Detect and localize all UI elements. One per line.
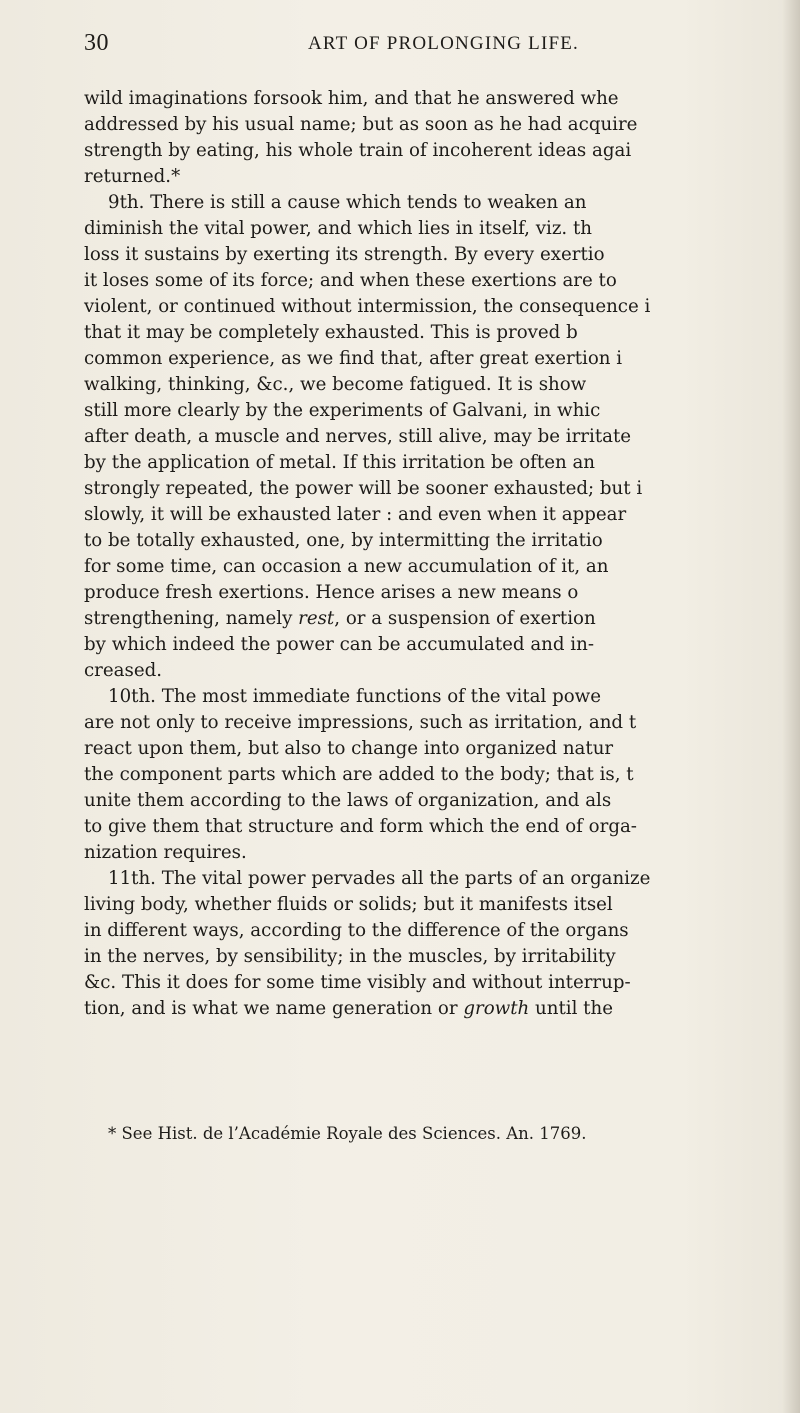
text-run: until the bbox=[529, 998, 613, 1019]
text-line: after death, a muscle and nerves, still alive, may be irritate bbox=[84, 426, 632, 447]
text-line: in the nerves, by sensibility; in the muscles, by irritability bbox=[84, 946, 616, 967]
text-line: by the application of metal. If this irritation be often an bbox=[84, 452, 596, 473]
running-head: ART OF PROLONGING LIFE. bbox=[308, 33, 580, 54]
text-run: strengthening, namely bbox=[84, 608, 299, 629]
text-line: slowly, it will be exhausted later : and even when it appear bbox=[84, 504, 627, 525]
footnote: * See Hist. de l’Académie Royale des Sciences. An. 1769. bbox=[108, 1124, 587, 1143]
text-line: that it may be completely exhausted. This is proved b bbox=[84, 322, 578, 343]
emphasis-growth: growth bbox=[463, 998, 530, 1019]
text-line: unite them according to the laws of organization, and als bbox=[84, 790, 612, 811]
text-line: in different ways, according to the difference of the organs bbox=[84, 920, 629, 941]
paragraph-start-10th: 10th. The most immediate functions of the vital powe bbox=[108, 686, 602, 707]
text-line-with-emphasis bbox=[84, 996, 613, 1022]
text-line: diminish the vital power, and which lies in itself, viz. th bbox=[84, 218, 592, 239]
text-line: &c. This it does for some time visibly and without interrup- bbox=[84, 972, 631, 993]
page-number: 30 bbox=[84, 30, 109, 56]
text-line: violent, or continued without intermission, the consequence i bbox=[84, 296, 651, 317]
text-line-with-emphasis bbox=[84, 606, 596, 632]
text-run: tion, and is what we name generation or bbox=[84, 998, 464, 1019]
text-line: loss it sustains by exerting its strength. By every exertio bbox=[84, 244, 605, 265]
text-line: produce fresh exertions. Hence arises a new means o bbox=[84, 582, 579, 603]
text-line: nization requires. bbox=[84, 842, 247, 863]
text-line: it loses some of its force; and when these exertions are to bbox=[84, 270, 617, 291]
page-header bbox=[84, 30, 764, 60]
emphasis-rest: rest bbox=[298, 608, 335, 629]
text-run: , or a suspension of exertion bbox=[334, 608, 596, 629]
text-line: react upon them, but also to change into organized natur bbox=[84, 738, 614, 759]
text-line: walking, thinking, &c., we become fatigued. It is show bbox=[84, 374, 587, 395]
text-line: still more clearly by the experiments of Galvani, in whic bbox=[84, 400, 601, 421]
text-line: the component parts which are added to the body; that is, t bbox=[84, 764, 634, 785]
paragraph-start-11th: 11th. The vital power pervades all the parts of an organize bbox=[108, 868, 651, 889]
text-line: addressed by his usual name; but as soon as he had acquire bbox=[84, 114, 638, 135]
text-line: wild imaginations forsook him, and that he answered whe bbox=[84, 88, 619, 109]
text-line: by which indeed the power can be accumulated and in- bbox=[84, 634, 594, 655]
paragraph-start-9th: 9th. There is still a cause which tends to weaken an bbox=[108, 192, 587, 213]
page-edge-shadow bbox=[782, 0, 800, 1413]
text-line: returned.* bbox=[84, 166, 181, 187]
text-line: are not only to receive impressions, such as irritation, and t bbox=[84, 712, 637, 733]
text-line: living body, whether fluids or solids; but it manifests itsel bbox=[84, 894, 613, 915]
text-line: to give them that structure and form which the end of orga- bbox=[84, 816, 637, 837]
text-line: for some time, can occasion a new accumulation of it, an bbox=[84, 556, 609, 577]
text-line: strongly repeated, the power will be sooner exhausted; but i bbox=[84, 478, 643, 499]
text-line: to be totally exhausted, one, by intermitting the irritatio bbox=[84, 530, 603, 551]
text-line: creased. bbox=[84, 660, 163, 681]
text-line: common experience, as we find that, after great exertion i bbox=[84, 348, 623, 369]
text-line: strength by eating, his whole train of incoherent ideas agai bbox=[84, 140, 632, 161]
